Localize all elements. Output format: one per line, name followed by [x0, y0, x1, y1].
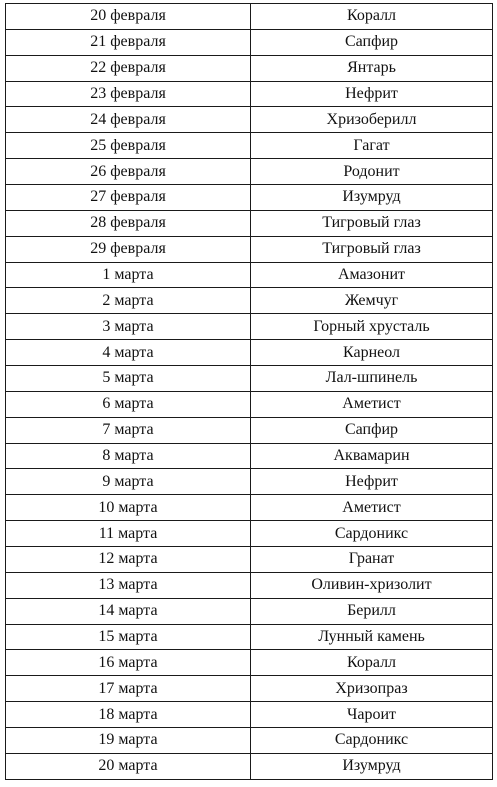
- table-row: [6, 107, 493, 133]
- stone-cell: Коралл: [251, 4, 493, 30]
- stone-cell: Сапфир: [251, 417, 493, 443]
- table-row: [6, 210, 493, 236]
- table-row: [6, 495, 493, 521]
- date-cell: 26 февраля: [6, 159, 251, 185]
- table-body: [6, 4, 493, 780]
- table-row: [6, 133, 493, 159]
- stone-cell: Нефрит: [251, 469, 493, 495]
- stone-cell: Хризоберилл: [251, 107, 493, 133]
- date-cell: 14 марта: [6, 598, 251, 624]
- stone-cell: Изумруд: [251, 185, 493, 211]
- date-cell: 6 марта: [6, 391, 251, 417]
- table-row: [6, 547, 493, 573]
- stone-cell: Жемчуг: [251, 288, 493, 314]
- table-row: [6, 598, 493, 624]
- stone-cell: Хризопраз: [251, 676, 493, 702]
- stone-cell: Сардоникс: [251, 728, 493, 754]
- table-row: [6, 340, 493, 366]
- date-cell: 3 марта: [6, 314, 251, 340]
- stone-cell: Оливин-хризолит: [251, 572, 493, 598]
- table-row: [6, 650, 493, 676]
- table-row: [6, 55, 493, 81]
- stone-cell: Горный хрусталь: [251, 314, 493, 340]
- table-row: [6, 676, 493, 702]
- table-row: [6, 443, 493, 469]
- stone-cell: Гранат: [251, 547, 493, 573]
- stone-cell: Аметист: [251, 495, 493, 521]
- date-cell: 19 марта: [6, 728, 251, 754]
- date-cell: 25 февраля: [6, 133, 251, 159]
- table-row: [6, 366, 493, 392]
- table-row: [6, 159, 493, 185]
- stone-cell: Изумруд: [251, 753, 493, 779]
- table-row: [6, 624, 493, 650]
- stone-cell: Сапфир: [251, 29, 493, 55]
- stone-cell: Чароит: [251, 702, 493, 728]
- stone-cell: Амазонит: [251, 262, 493, 288]
- date-cell: 27 февраля: [6, 185, 251, 211]
- date-cell: 15 марта: [6, 624, 251, 650]
- table-row: [6, 391, 493, 417]
- stone-cell: Лунный камень: [251, 624, 493, 650]
- table-row: [6, 288, 493, 314]
- date-cell: 22 февраля: [6, 55, 251, 81]
- table-row: [6, 728, 493, 754]
- date-cell: 29 февраля: [6, 236, 251, 262]
- date-cell: 7 марта: [6, 417, 251, 443]
- stone-cell: Тигровый глаз: [251, 236, 493, 262]
- table-row: [6, 469, 493, 495]
- date-cell: 20 марта: [6, 753, 251, 779]
- stone-cell: Карнеол: [251, 340, 493, 366]
- table-row: [6, 262, 493, 288]
- date-cell: 23 февраля: [6, 81, 251, 107]
- table-row: [6, 753, 493, 779]
- date-cell: 24 февраля: [6, 107, 251, 133]
- table-row: [6, 702, 493, 728]
- date-cell: 18 марта: [6, 702, 251, 728]
- date-cell: 9 марта: [6, 469, 251, 495]
- table-row: [6, 314, 493, 340]
- table-row: [6, 417, 493, 443]
- stone-cell: Берилл: [251, 598, 493, 624]
- table-row: [6, 29, 493, 55]
- date-cell: 10 марта: [6, 495, 251, 521]
- stone-cell: Коралл: [251, 650, 493, 676]
- stone-cell: Аметист: [251, 391, 493, 417]
- stone-cell: Родонит: [251, 159, 493, 185]
- date-cell: 5 марта: [6, 366, 251, 392]
- table-row: [6, 81, 493, 107]
- stone-cell: Нефрит: [251, 81, 493, 107]
- stone-cell: Тигровый глаз: [251, 210, 493, 236]
- table-row: [6, 572, 493, 598]
- stone-cell: Янтарь: [251, 55, 493, 81]
- date-cell: 28 февраля: [6, 210, 251, 236]
- stone-cell: Гагат: [251, 133, 493, 159]
- date-cell: 2 марта: [6, 288, 251, 314]
- table-row: [6, 4, 493, 30]
- stone-cell: Лал-шпинель: [251, 366, 493, 392]
- birthstone-table: [5, 3, 493, 780]
- date-cell: 21 февраля: [6, 29, 251, 55]
- date-cell: 8 марта: [6, 443, 251, 469]
- table-row: [6, 185, 493, 211]
- date-cell: 13 марта: [6, 572, 251, 598]
- date-cell: 11 марта: [6, 521, 251, 547]
- stone-cell: Аквамарин: [251, 443, 493, 469]
- date-cell: 17 марта: [6, 676, 251, 702]
- stone-cell: Сардоникс: [251, 521, 493, 547]
- date-cell: 4 марта: [6, 340, 251, 366]
- date-cell: 20 февраля: [6, 4, 251, 30]
- date-cell: 16 марта: [6, 650, 251, 676]
- table-row: [6, 236, 493, 262]
- table-row: [6, 521, 493, 547]
- date-cell: 12 марта: [6, 547, 251, 573]
- date-cell: 1 марта: [6, 262, 251, 288]
